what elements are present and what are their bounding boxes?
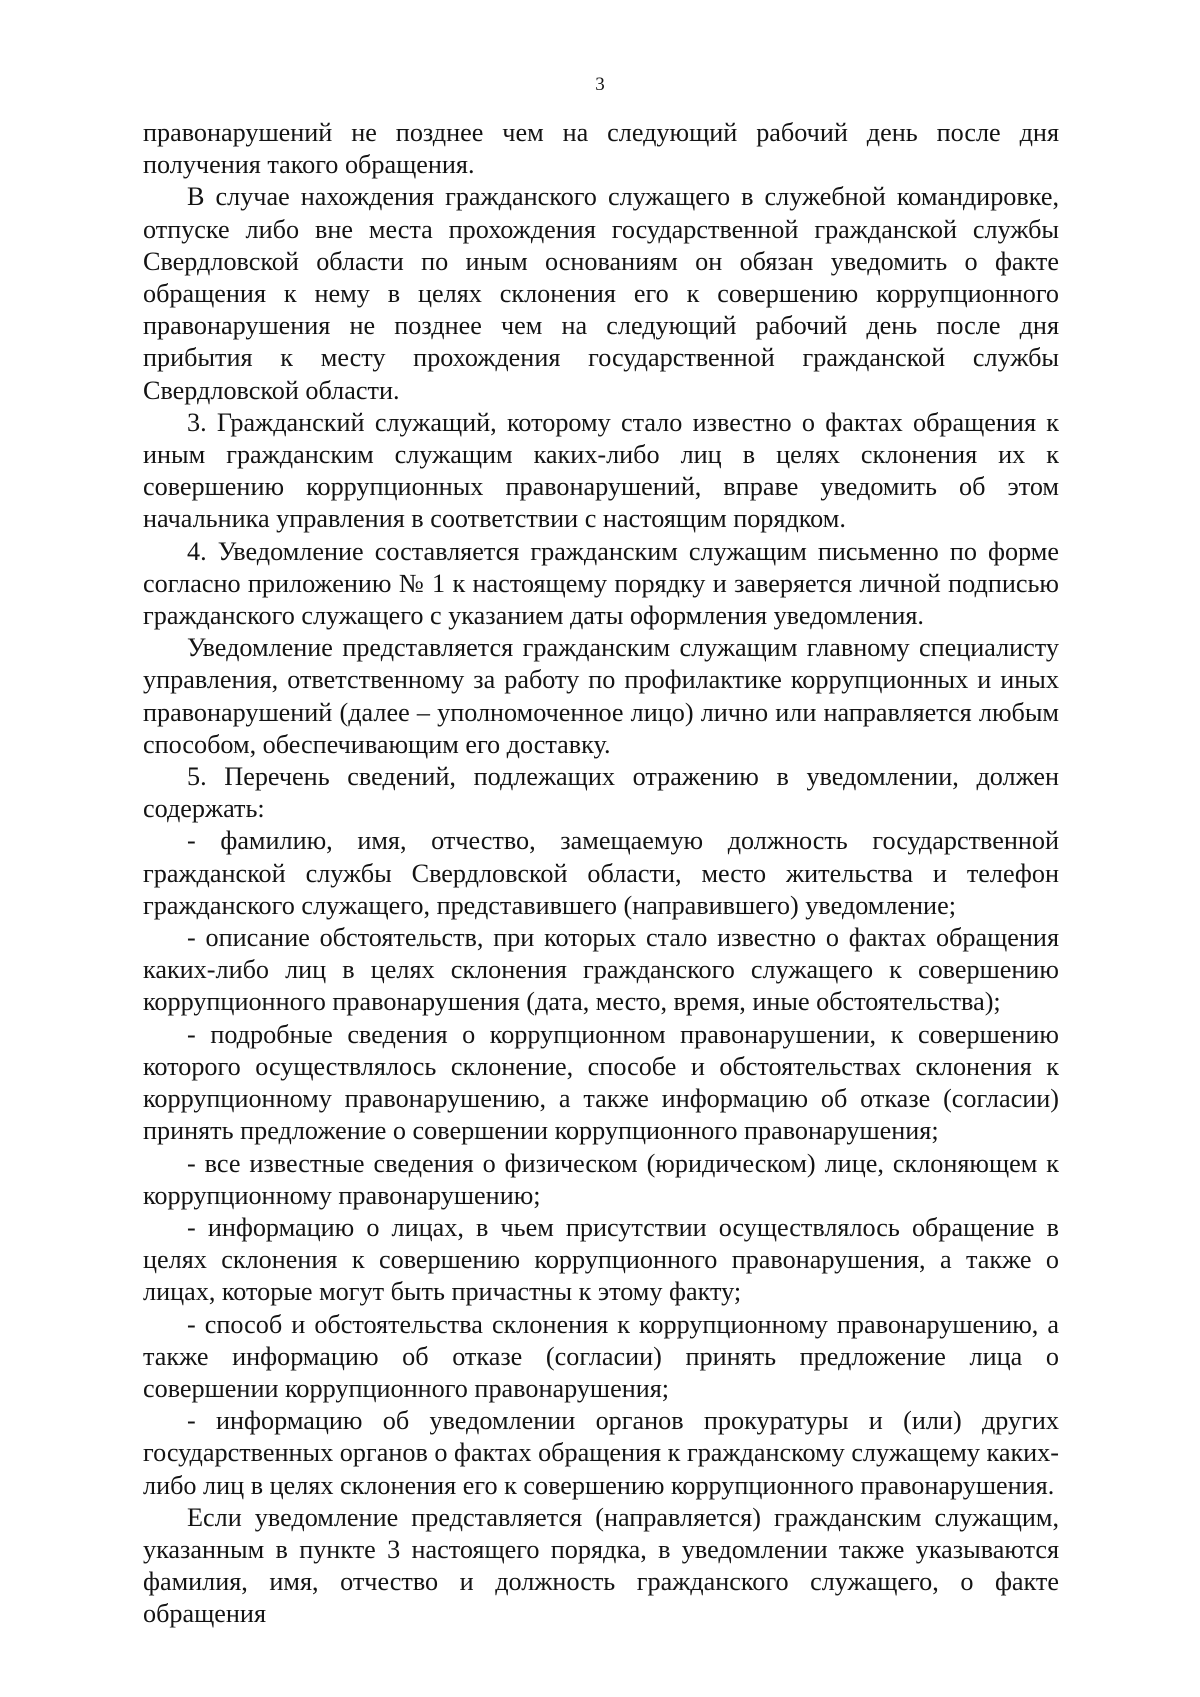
list-item-prosecutor-notice: - информацию об уведомлении органов прокуратуры и (или) других государственных органов о фактах обращения к гражданскому служащему каких-либо лиц в целях склонения его к совершению коррупционного правонарушения. [143,1406,1059,1500]
paragraph-item-3: 3. Гражданский служащий, которому стало известно о фактах обращения к иным гражданским служащим каких-либо лиц в целях склонения их к совершению коррупционных правонарушений, вправе уведомить об этом начальника управления в соответствии с настоящим порядком. [143,407,1059,534]
paragraph-item-4: 4. Уведомление составляется гражданским служащим письменно по форме согласно приложению № 1 к настоящему порядку и заверяется личной подписью гражданского служащего с указанием даты оформления уведомления. [143,536,1059,631]
list-item-circumstances: - описание обстоятельств, при которых стало известно о фактах обращения каких-либо лиц в целях склонения гражданского служащего к совершению коррупционного правонарушения (дата, место, время, иные обстоятельства); [143,923,1059,1017]
list-item-witnesses: - информацию о лицах, в чьем присутствии осуществлялось обращение в целях склонения к совершению коррупционного правонарушения, а также о лицах, которые могут быть причастны к этому факту; [143,1212,1059,1307]
paragraph-item-5: 5. Перечень сведений, подлежащих отражению в уведомлении, должен содержать: [143,762,1059,824]
page-number: 3 [595,74,605,95]
list-item-offense-details: - подробные сведения о коррупционном правонарушении, к совершению которого осуществлялось склонение, способе и обстоятельствах склонения к коррупционному правонарушению, а также информацию об отказе (согласии) принять предложение о совершении коррупционного правонарушения; [143,1019,1059,1146]
list-item-method: - способ и обстоятельства склонения к коррупционному правонарушению, а также информацию об отказе (согласии) принять предложение лица о совершении коррупционного правонарушения; [143,1309,1059,1403]
list-item-personal-data: - фамилию, имя, отчество, замещаемую должность государственной гражданской службы Свердловской области, место жительства и телефон гражданского служащего, представившего (направившего) уведомление; [143,826,1059,920]
document-body [143,117,1059,1631]
paragraph-submission: Уведомление представляется гражданским служащим главному специалисту управления, ответственному за работу по профилактике коррупционных и иных правонарушений (далее – уполномоченное лицо) лично или направляется любым способом, обеспечивающим его доставку. [143,633,1059,759]
paragraph-business-trip: В случае нахождения гражданского служащего в служебной командировке, отпуске либо вне места прохождения государственной гражданской службы Свердловской области по иным основаниям он обязан уведомить о факте обращения к нему в целях склонения его к совершению коррупционного правонарушения не позднее чем на следующий рабочий день после дня прибытия к месту прохождения государственной гражданской службы Свердловской области. [143,182,1059,405]
paragraph-item-3-reference: Если уведомление представляется (направляется) гражданским служащим, указанным в пункте 3 настоящего порядка, в уведомлении также указываются фамилия, имя, отчество и должность гражданского служащего, о факте обращения [143,1502,1059,1629]
paragraph-continuation: правонарушений не позднее чем на следующий рабочий день после дня получения такого обращения. [143,118,1059,180]
list-item-inducer-info: - все известные сведения о физическом (юридическом) лице, склоняющем к коррупционному правонарушению; [143,1148,1059,1210]
